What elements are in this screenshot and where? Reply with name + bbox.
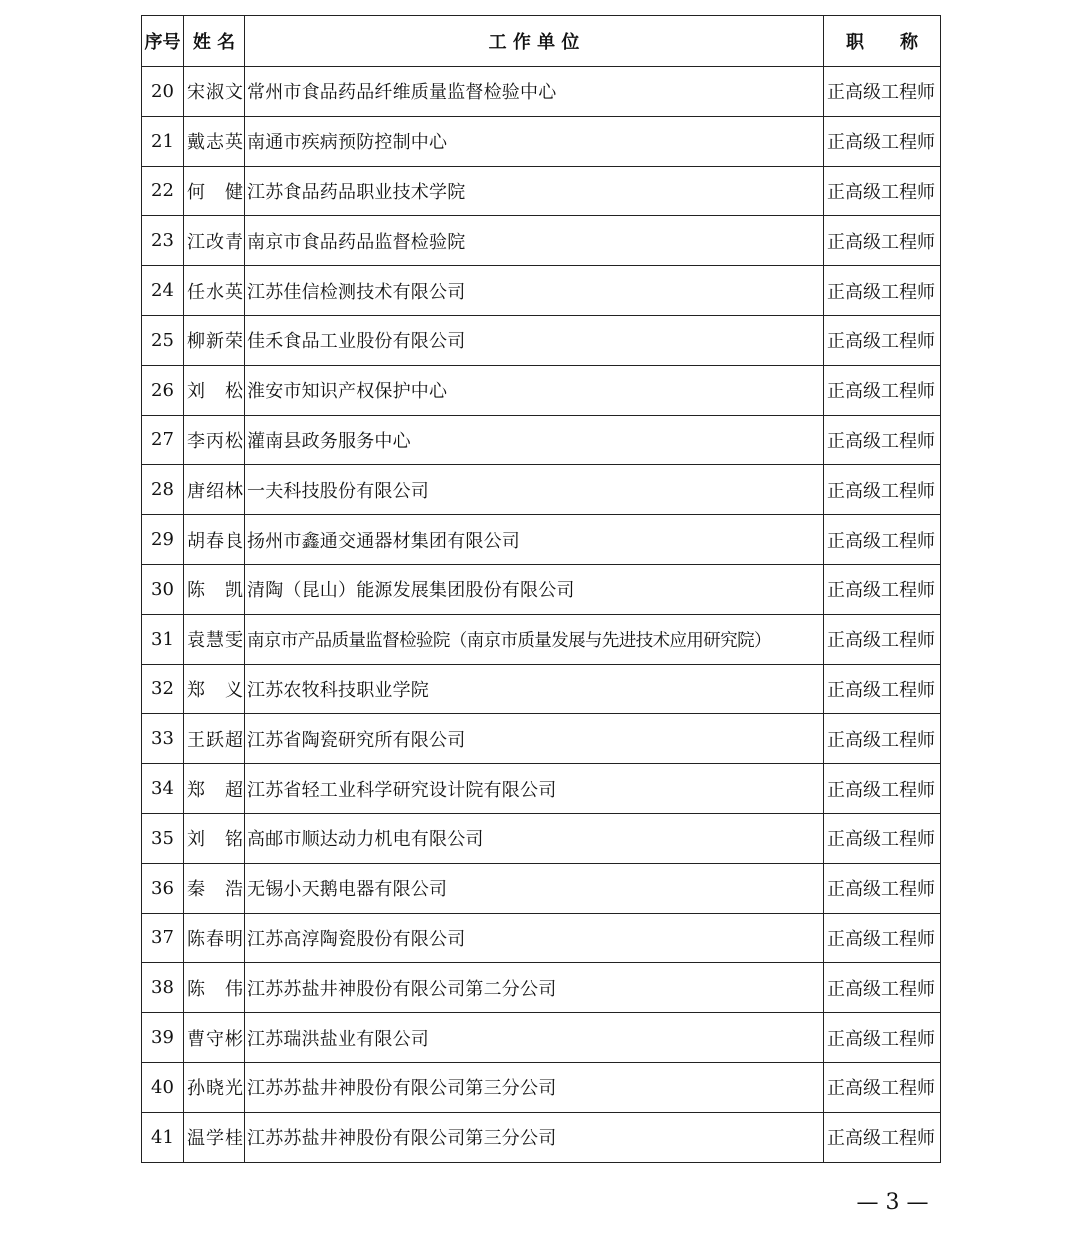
row-name: 任水英: [184, 266, 245, 316]
table-row: [142, 714, 941, 764]
row-professional-title: 正高级工程师: [824, 315, 941, 365]
row-work-unit: 江苏瑞洪盐业有限公司: [245, 1013, 824, 1063]
row-serial-number: 35: [142, 813, 184, 863]
row-work-unit: 无锡小天鹅电器有限公司: [245, 863, 824, 913]
row-name: 秦浩: [184, 863, 245, 913]
table-row: [142, 266, 941, 316]
row-professional-title: 正高级工程师: [824, 465, 941, 515]
row-work-unit: 江苏佳信检测技术有限公司: [245, 266, 824, 316]
row-serial-number: 34: [142, 764, 184, 814]
row-name: 江改青: [184, 216, 245, 266]
row-serial-number: 28: [142, 465, 184, 515]
row-name: 胡春良: [184, 515, 245, 565]
row-professional-title: 正高级工程师: [824, 116, 941, 166]
table-row: [142, 315, 941, 365]
row-serial-number: 27: [142, 415, 184, 465]
row-professional-title: 正高级工程师: [824, 963, 941, 1013]
row-professional-title: 正高级工程师: [824, 266, 941, 316]
table-row: [142, 664, 941, 714]
table-row: [142, 67, 941, 117]
row-professional-title: 正高级工程师: [824, 863, 941, 913]
row-serial-number: 23: [142, 216, 184, 266]
row-serial-number: 32: [142, 664, 184, 714]
row-name: 刘松: [184, 365, 245, 415]
personnel-table: [141, 15, 941, 1163]
row-work-unit: 佳禾食品工业股份有限公司: [245, 315, 824, 365]
row-name: 曹守彬: [184, 1013, 245, 1063]
row-professional-title: 正高级工程师: [824, 913, 941, 963]
row-name: 孙晓光: [184, 1062, 245, 1112]
row-work-unit: 江苏苏盐井神股份有限公司第三分公司: [245, 1062, 824, 1112]
table-row: [142, 614, 941, 664]
table-row: [142, 415, 941, 465]
row-work-unit: 南京市产品质量监督检验院（南京市质量发展与先进技术应用研究院）: [245, 614, 824, 664]
table-row: [142, 913, 941, 963]
table-row: [142, 166, 941, 216]
row-work-unit: 淮安市知识产权保护中心: [245, 365, 824, 415]
row-professional-title: 正高级工程师: [824, 714, 941, 764]
header-name: 姓 名: [184, 16, 245, 67]
row-serial-number: 36: [142, 863, 184, 913]
row-work-unit: 南京市食品药品监督检验院: [245, 216, 824, 266]
table-row: [142, 564, 941, 614]
row-serial-number: 29: [142, 515, 184, 565]
row-serial-number: 26: [142, 365, 184, 415]
table-row: [142, 216, 941, 266]
row-work-unit: 一夫科技股份有限公司: [245, 465, 824, 515]
row-name: 王跃超: [184, 714, 245, 764]
row-name: 陈凯: [184, 564, 245, 614]
row-serial-number: 39: [142, 1013, 184, 1063]
table-row: [142, 764, 941, 814]
row-work-unit: 灌南县政务服务中心: [245, 415, 824, 465]
row-work-unit: 江苏高淳陶瓷股份有限公司: [245, 913, 824, 963]
header-professional-title: 职 称: [824, 16, 941, 67]
row-name: 唐绍林: [184, 465, 245, 515]
row-serial-number: 33: [142, 714, 184, 764]
table-body: [142, 67, 941, 1163]
table-row: [142, 1013, 941, 1063]
row-professional-title: 正高级工程师: [824, 365, 941, 415]
header-serial-number: 序号: [142, 16, 184, 67]
row-professional-title: 正高级工程师: [824, 614, 941, 664]
row-professional-title: 正高级工程师: [824, 415, 941, 465]
row-professional-title: 正高级工程师: [824, 515, 941, 565]
row-professional-title: 正高级工程师: [824, 764, 941, 814]
row-name: 陈伟: [184, 963, 245, 1013]
table-row: [142, 465, 941, 515]
row-work-unit: 江苏省轻工业科学研究设计院有限公司: [245, 764, 824, 814]
row-name: 陈春明: [184, 913, 245, 963]
row-serial-number: 22: [142, 166, 184, 216]
table-row: [142, 365, 941, 415]
row-name: 柳新荣: [184, 315, 245, 365]
row-professional-title: 正高级工程师: [824, 1112, 941, 1162]
row-work-unit: 清陶（昆山）能源发展集团股份有限公司: [245, 564, 824, 614]
row-professional-title: 正高级工程师: [824, 564, 941, 614]
row-work-unit: 江苏苏盐井神股份有限公司第三分公司: [245, 1112, 824, 1162]
row-serial-number: 31: [142, 614, 184, 664]
row-name: 郑超: [184, 764, 245, 814]
row-professional-title: 正高级工程师: [824, 1062, 941, 1112]
row-serial-number: 30: [142, 564, 184, 614]
table-header-row: [142, 16, 941, 67]
row-professional-title: 正高级工程师: [824, 1013, 941, 1063]
row-work-unit: 江苏食品药品职业技术学院: [245, 166, 824, 216]
row-professional-title: 正高级工程师: [824, 813, 941, 863]
personnel-table-container: [141, 15, 940, 1163]
row-work-unit: 常州市食品药品纤维质量监督检验中心: [245, 67, 824, 117]
row-serial-number: 20: [142, 67, 184, 117]
row-name: 何健: [184, 166, 245, 216]
row-work-unit: 南通市疾病预防控制中心: [245, 116, 824, 166]
table-row: [142, 116, 941, 166]
table-row: [142, 1112, 941, 1162]
table-row: [142, 863, 941, 913]
row-serial-number: 37: [142, 913, 184, 963]
row-name: 郑义: [184, 664, 245, 714]
row-professional-title: 正高级工程师: [824, 166, 941, 216]
row-name: 宋淑文: [184, 67, 245, 117]
table-row: [142, 963, 941, 1013]
row-work-unit: 江苏苏盐井神股份有限公司第二分公司: [245, 963, 824, 1013]
row-name: 刘铭: [184, 813, 245, 863]
row-name: 袁慧雯: [184, 614, 245, 664]
row-name: 戴志英: [184, 116, 245, 166]
row-serial-number: 40: [142, 1062, 184, 1112]
row-serial-number: 41: [142, 1112, 184, 1162]
row-professional-title: 正高级工程师: [824, 216, 941, 266]
row-serial-number: 21: [142, 116, 184, 166]
page-number: — 3 —: [856, 1190, 929, 1215]
row-professional-title: 正高级工程师: [824, 67, 941, 117]
row-name: 温学桂: [184, 1112, 245, 1162]
row-work-unit: 江苏省陶瓷研究所有限公司: [245, 714, 824, 764]
row-professional-title: 正高级工程师: [824, 664, 941, 714]
row-serial-number: 25: [142, 315, 184, 365]
table-row: [142, 515, 941, 565]
row-work-unit: 江苏农牧科技职业学院: [245, 664, 824, 714]
row-serial-number: 38: [142, 963, 184, 1013]
row-name: 李丙松: [184, 415, 245, 465]
row-work-unit: 高邮市顺达动力机电有限公司: [245, 813, 824, 863]
table-row: [142, 1062, 941, 1112]
header-work-unit: 工 作 单 位: [245, 16, 824, 67]
row-work-unit: 扬州市鑫通交通器材集团有限公司: [245, 515, 824, 565]
table-row: [142, 813, 941, 863]
row-serial-number: 24: [142, 266, 184, 316]
